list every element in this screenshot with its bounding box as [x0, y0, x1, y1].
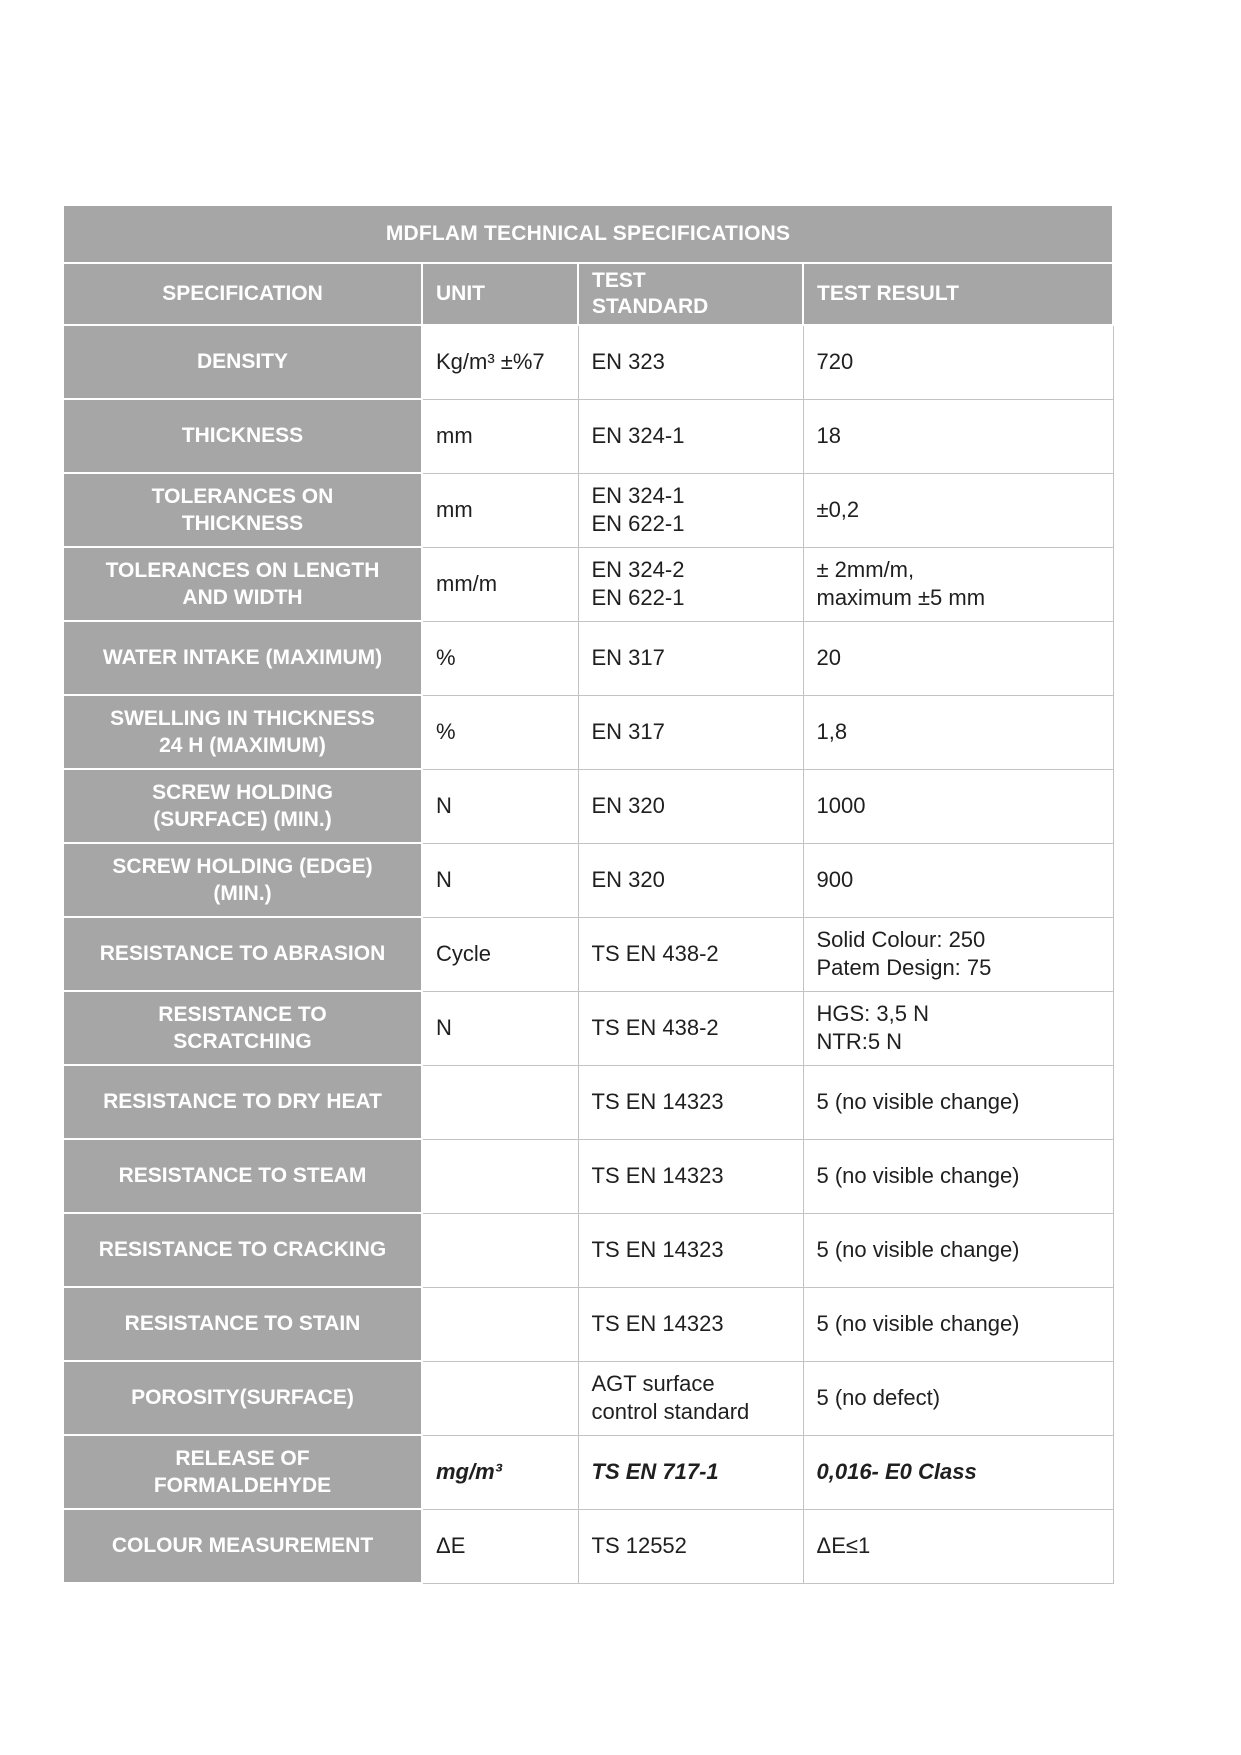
column-header-specification: SPECIFICATION [63, 263, 422, 325]
table-row [63, 399, 1113, 473]
test-standard-value: EN 320 [578, 843, 803, 917]
test-standard-value: EN 323 [578, 325, 803, 399]
unit-value: mm/m [422, 547, 578, 621]
technical-specifications-table [62, 204, 1114, 1584]
unit-value: % [422, 621, 578, 695]
test-result-value: 18 [803, 399, 1113, 473]
column-header-test-result: TEST RESULT [803, 263, 1113, 325]
spec-label: RESISTANCE TO SCRATCHING [63, 991, 422, 1065]
spec-label: RESISTANCE TO ABRASION [63, 917, 422, 991]
test-standard-value: EN 317 [578, 695, 803, 769]
test-standard-value: EN 324-2 EN 622-1 [578, 547, 803, 621]
test-standard-value: EN 324-1 EN 622-1 [578, 473, 803, 547]
column-header-test-standard: TEST STANDARD [578, 263, 803, 325]
spec-label: RESISTANCE TO STEAM [63, 1139, 422, 1213]
table-row [63, 991, 1113, 1065]
test-standard-value: TS EN 438-2 [578, 991, 803, 1065]
unit-value: Kg/m³ ±%7 [422, 325, 578, 399]
unit-value [422, 1065, 578, 1139]
test-standard-value: EN 324-1 [578, 399, 803, 473]
spec-label: RESISTANCE TO STAIN [63, 1287, 422, 1361]
test-result-value: ±0,2 [803, 473, 1113, 547]
table-row [63, 1213, 1113, 1287]
table-row [63, 917, 1113, 991]
table-row [63, 621, 1113, 695]
unit-value [422, 1139, 578, 1213]
unit-value [422, 1287, 578, 1361]
test-standard-value: TS EN 14323 [578, 1213, 803, 1287]
unit-value: mg/m³ [422, 1435, 578, 1509]
spec-label: SWELLING IN THICKNESS 24 H (MAXIMUM) [63, 695, 422, 769]
test-result-value: 5 (no visible change) [803, 1213, 1113, 1287]
test-standard-value: TS EN 717-1 [578, 1435, 803, 1509]
table-row [63, 1139, 1113, 1213]
spec-label: SCREW HOLDING (EDGE) (MIN.) [63, 843, 422, 917]
spec-label: RELEASE OF FORMALDEHYDE [63, 1435, 422, 1509]
test-result-value: 1000 [803, 769, 1113, 843]
test-standard-value: TS EN 14323 [578, 1287, 803, 1361]
test-result-value: HGS: 3,5 N NTR:5 N [803, 991, 1113, 1065]
test-standard-value: EN 317 [578, 621, 803, 695]
table-row [63, 473, 1113, 547]
unit-value: % [422, 695, 578, 769]
unit-value: mm [422, 473, 578, 547]
table-row [63, 1065, 1113, 1139]
test-standard-value: AGT surface control standard [578, 1361, 803, 1435]
table-title: MDFLAM TECHNICAL SPECIFICATIONS [63, 205, 1113, 263]
table-row [63, 843, 1113, 917]
spec-label: WATER INTAKE (MAXIMUM) [63, 621, 422, 695]
spec-label: TOLERANCES ON THICKNESS [63, 473, 422, 547]
table-row [63, 1509, 1113, 1583]
unit-value [422, 1213, 578, 1287]
unit-value: mm [422, 399, 578, 473]
test-standard-value: TS EN 14323 [578, 1139, 803, 1213]
column-header-unit: UNIT [422, 263, 578, 325]
table-row [63, 1287, 1113, 1361]
test-standard-value: TS EN 14323 [578, 1065, 803, 1139]
table-row [63, 325, 1113, 399]
test-result-value: 0,016- E0 Class [803, 1435, 1113, 1509]
table-header-row [63, 263, 1113, 325]
unit-value: Cycle [422, 917, 578, 991]
spec-label: THICKNESS [63, 399, 422, 473]
spec-label: DENSITY [63, 325, 422, 399]
table-row [63, 547, 1113, 621]
unit-value [422, 1361, 578, 1435]
test-standard-value: TS EN 438-2 [578, 917, 803, 991]
test-result-value: Solid Colour: 250 Patem Design: 75 [803, 917, 1113, 991]
table-title-row [63, 205, 1113, 263]
unit-value: N [422, 843, 578, 917]
spec-label: COLOUR MEASUREMENT [63, 1509, 422, 1583]
test-result-value: 5 (no defect) [803, 1361, 1113, 1435]
spec-label: POROSITY(SURFACE) [63, 1361, 422, 1435]
test-result-value: 5 (no visible change) [803, 1287, 1113, 1361]
test-standard-value: TS 12552 [578, 1509, 803, 1583]
spec-label: TOLERANCES ON LENGTH AND WIDTH [63, 547, 422, 621]
test-result-value: ± 2mm/m, maximum ±5 mm [803, 547, 1113, 621]
unit-value: N [422, 769, 578, 843]
table-row [63, 769, 1113, 843]
table-row [63, 1435, 1113, 1509]
test-result-value: 1,8 [803, 695, 1113, 769]
table-row [63, 1361, 1113, 1435]
table-row [63, 695, 1113, 769]
spec-label: RESISTANCE TO CRACKING [63, 1213, 422, 1287]
test-standard-value: EN 320 [578, 769, 803, 843]
test-result-value: 5 (no visible change) [803, 1065, 1113, 1139]
spec-label: SCREW HOLDING (SURFACE) (MIN.) [63, 769, 422, 843]
unit-value: ΔE [422, 1509, 578, 1583]
test-result-value: 5 (no visible change) [803, 1139, 1113, 1213]
test-result-value: 720 [803, 325, 1113, 399]
test-result-value: 900 [803, 843, 1113, 917]
test-result-value: 20 [803, 621, 1113, 695]
test-result-value: ΔE≤1 [803, 1509, 1113, 1583]
spec-label: RESISTANCE TO DRY HEAT [63, 1065, 422, 1139]
unit-value: N [422, 991, 578, 1065]
